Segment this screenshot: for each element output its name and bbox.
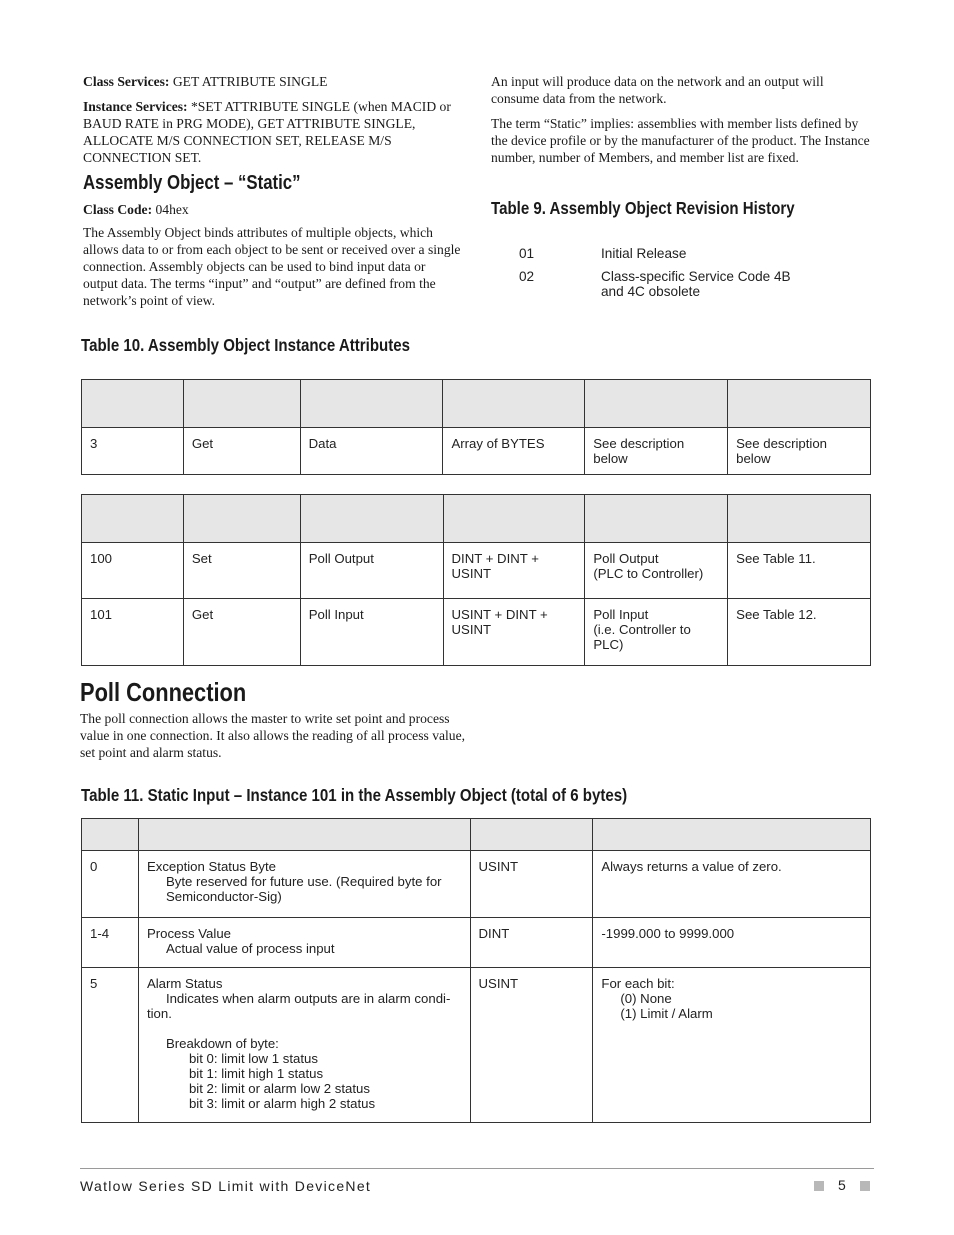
data-type: USINT + DINT + USINT (443, 599, 585, 666)
table-row (82, 599, 871, 666)
access: Get (183, 599, 300, 666)
footer-square-right-icon (860, 1181, 870, 1191)
attr-id: 3 (82, 428, 184, 475)
table-row (82, 851, 871, 918)
assembly-body (83, 201, 461, 309)
access: Get (183, 428, 300, 475)
value-range: -1999.000 to 9999.000 (593, 918, 871, 968)
rev-number: 01 (519, 246, 535, 261)
field-description (138, 918, 470, 968)
access: Set (183, 543, 300, 599)
table-row (82, 543, 871, 599)
bit-line: bit 0: limit low 1 status (188, 1051, 318, 1066)
name: Poll Output (300, 543, 443, 599)
value-option: (1) Limit / Alarm (620, 1006, 713, 1021)
data-type: Array of BYTES (443, 428, 585, 475)
value-label: For each bit: (601, 976, 675, 991)
field-name: Alarm Status (146, 976, 223, 991)
field-description (138, 851, 470, 918)
name: Poll Input (300, 599, 443, 666)
rev-desc-02: Class-specific Service Code 4B and 4C obsolete (601, 269, 791, 299)
breakdown-label: Breakdown of byte: (165, 1036, 279, 1051)
field-detail-cont: tion. (146, 1006, 172, 1021)
byte-index: 0 (82, 851, 139, 918)
semantics: See Table 12. (728, 599, 871, 666)
class-services: Class Services: GET ATTRIBUTE SINGLE (83, 74, 328, 89)
static-para: The term “Static” implies: assemblies with member lists defined by the device profile or by the manufacturer of the product. The Instance number, number of Members, and member list are fixed. (491, 116, 870, 165)
instance-services: Instance Services: *SET ATTRIBUTE SINGLE (when MACID or BAUD RATE in PRG MODE), GET ATTRIBUTE SINGLE, ALLOCATE M/S CONNECTION SET, RELEASE M/S CONNECTION SET. (83, 99, 451, 165)
bit-line: bit 3: limit or alarm high 2 status (188, 1096, 376, 1111)
rev-row-02 (519, 269, 534, 284)
byte-index: 5 (82, 968, 139, 1123)
data-type: USINT (470, 968, 593, 1123)
left-intro (83, 73, 461, 174)
rev-number: 02 (519, 269, 535, 284)
assembly-heading: Assembly Object – “Static” (83, 172, 301, 194)
table11-title: Table 11. Static Input – Instance 101 in the Assembly Object (total of 6 bytes) (81, 785, 628, 805)
name: Data (300, 428, 443, 475)
table-row (82, 918, 871, 968)
description: Poll Input (i.e. Controller to PLC) (585, 599, 728, 666)
page-number: 5 (838, 1177, 846, 1193)
rev-row-01 (519, 246, 534, 261)
value-option: (0) None (620, 991, 672, 1006)
semantics: See description below (728, 428, 871, 475)
data-type: DINT (470, 918, 593, 968)
field-name: Exception Status Byte (146, 859, 276, 874)
table10-part2 (81, 494, 871, 666)
input-output-para: An input will produce data on the network and an output will consume data from the network. (491, 74, 824, 106)
field-detail: Actual value of process input (165, 941, 335, 956)
poll-description: The poll connection allows the master to write set point and process value in one connection. It also allows the reading of all process value, set point and alarm status. (80, 711, 466, 760)
field-detail: Indicates when alarm outputs are in alarm condi- (165, 991, 451, 1006)
class-code: Class Code: 04hex (83, 202, 189, 217)
semantics: See Table 11. (728, 543, 871, 599)
data-type: DINT + DINT + USINT (443, 543, 585, 599)
footer-title: Watlow Series SD Limit with DeviceNet (80, 1178, 372, 1194)
table11 (81, 818, 871, 1123)
field-name: Process Value (146, 926, 231, 941)
footer-rule (80, 1168, 874, 1169)
instance-id: 100 (82, 543, 184, 599)
assembly-description: The Assembly Object binds attributes of multiple objects, which allows data to or from each object to be sent or received over a single connection. Assembly objects can be used to bind input data or output data. The terms “input” and “output” are defined from the network’s point of view. (83, 225, 461, 308)
description: See description below (585, 428, 728, 475)
table10-title: Table 10. Assembly Object Instance Attributes (81, 335, 410, 355)
field-detail: Byte reserved for future use. (Required byte for Semiconductor-Sig) (165, 874, 442, 904)
table-header-row (82, 380, 871, 428)
poll-heading: Poll Connection (80, 677, 247, 707)
table-row (82, 968, 871, 1123)
table9-title: Table 9. Assembly Object Revision History (491, 198, 795, 218)
value-range (593, 968, 871, 1123)
footer-square-left-icon (814, 1181, 824, 1191)
instance-id: 101 (82, 599, 184, 666)
description: Poll Output (PLC to Controller) (585, 543, 728, 599)
bit-line: bit 1: limit high 1 status (188, 1066, 324, 1081)
field-description (138, 968, 470, 1123)
table-header-row (82, 495, 871, 543)
table10-part1 (81, 379, 871, 475)
table-header-row (82, 819, 871, 851)
value-range: Always returns a value of zero. (593, 851, 871, 918)
bit-line: bit 2: limit or alarm low 2 status (188, 1081, 370, 1096)
right-intro (491, 73, 871, 166)
byte-index: 1-4 (82, 918, 139, 968)
table-row (82, 428, 871, 475)
data-type: USINT (470, 851, 593, 918)
rev-desc-01: Initial Release (601, 246, 687, 261)
